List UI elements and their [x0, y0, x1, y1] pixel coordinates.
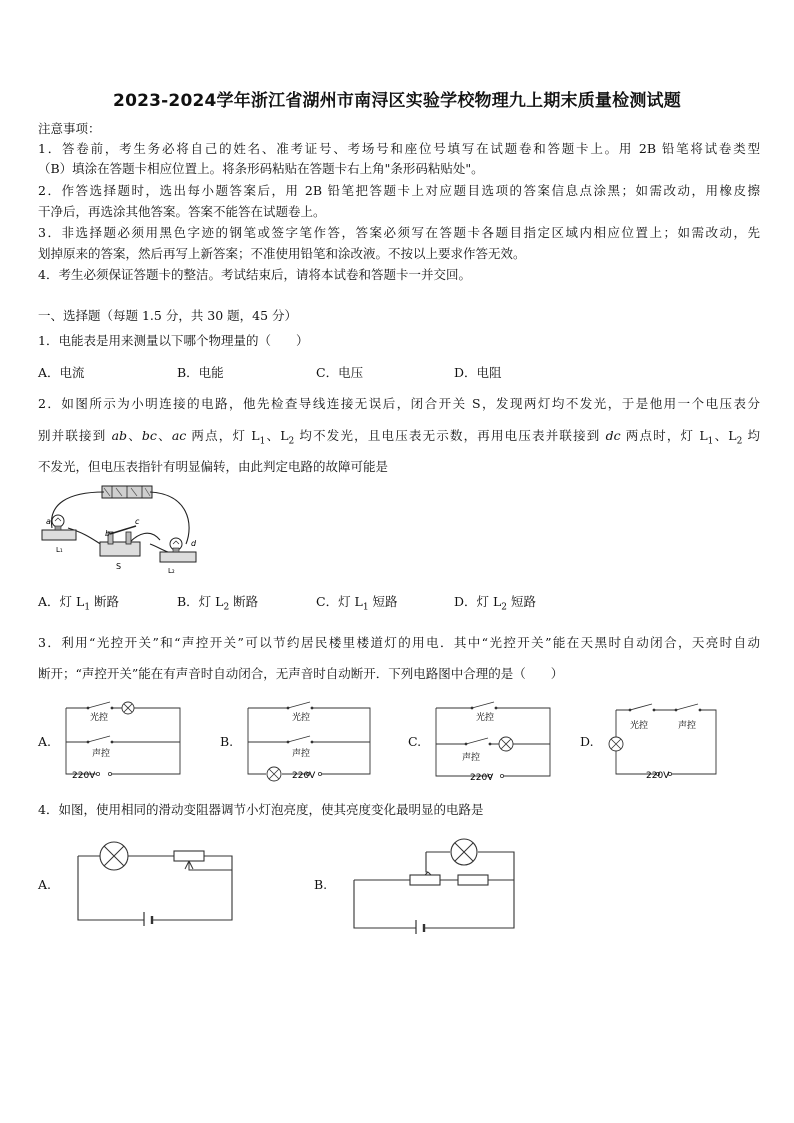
q1-option-d: D．电阻 — [454, 365, 502, 380]
notice-item-3-line-1: 3．非选择题必须用黑色字迹的钢笔或签字笔作答，答案必须写在答题卡各题目指定区域内相应位置上；如需改动，先 — [38, 225, 760, 240]
battery-pack-icon — [102, 486, 152, 498]
section-heading: 一、选择题（每题 1.5 分，共 30 题，45 分） — [38, 308, 298, 323]
q4-b-lamp-icon — [451, 839, 477, 865]
q3-option-b-circuit — [244, 700, 374, 784]
q3-a-voltage-label: 220V — [72, 771, 96, 781]
q3-c-voltage-label: 220V — [470, 773, 494, 783]
page-title: 2023-2024学年浙江省湖州市南浔区实验学校物理九上期末质量检测试题 — [113, 91, 681, 111]
q3-b-light-label: 光控 — [292, 713, 311, 723]
notice-item-1-line-1: 1．答卷前，考生务必将自己的姓名、准考证号、考场号和座位号填写在试题卷和答题卡上。用 2B 铅笔将试卷类型 — [38, 141, 760, 156]
q2-stem-line-1: 2．如图所示为小明连接的电路，他先检查导线连接无误后，闭合开关 S，发现两灯均不发光，于是他用一个电压表分 — [38, 396, 760, 411]
q3-option-c-circuit — [432, 700, 554, 786]
q4-option-b-letter: B. — [314, 877, 328, 892]
q3-a-lamp-icon — [122, 702, 134, 714]
point-b-label: b — [105, 529, 111, 538]
q2-option-a: A．灯 $L_1$ 断路 — [38, 594, 120, 613]
q2-option-d: D．灯 $L_2$ 短路 — [454, 594, 537, 613]
q3-c-sound-label: 声控 — [462, 753, 481, 763]
notice-item-1-line-2: （B）填涂在答题卡相应位置上。将条形码粘贴在答题卡右上角"条形码粘贴处"。 — [38, 161, 484, 176]
notice-item-3-line-2: 划掉原来的答案，然后再写上新答案；不准使用铅笔和涂改液。不按以上要求作答无效。 — [38, 246, 526, 261]
q1-option-a: A．电流 — [38, 365, 85, 380]
q1-option-c: C．电压 — [316, 365, 364, 380]
q4-a-lamp-icon — [100, 842, 128, 870]
q4-option-b-circuit — [346, 838, 522, 934]
q3-option-b-letter: B. — [220, 734, 234, 749]
q2-circuit-figure — [38, 484, 208, 576]
q4-a-battery-icon — [144, 912, 152, 926]
q1-stem: 1．电能表是用来测量以下哪个物理量的（ ） — [38, 333, 309, 348]
q3-c-lamp-icon — [499, 737, 513, 751]
notice-item-4: 4．考生必须保证答题卡的整洁。考试结束后，请将本试卷和答题卡一并交回。 — [38, 267, 471, 282]
q2-option-b: B．灯 $L_2$ 断路 — [177, 594, 259, 613]
l2-label: L₂ — [168, 567, 175, 575]
s-label: S — [116, 562, 122, 571]
q3-option-c-letter: C. — [408, 734, 422, 749]
point-a-label: a — [46, 517, 51, 526]
q3-d-voltage-label: 220V — [646, 771, 670, 781]
q3-b-sound-label: 声控 — [292, 749, 311, 759]
q4-stem: 4．如图，使用相同的滑动变阻器调节小灯泡亮度，使其亮度变化最明显的电路是 — [38, 802, 484, 817]
notice-item-2-line-1: 2．作答选择题时，选出每小题答案后，用 2B 铅笔把答题卡上对应题目选项的答案信息点涂黑；如需改动，用橡皮擦 — [38, 183, 760, 198]
point-c-label: c — [135, 517, 140, 526]
q2-option-c: C．灯 $L_1$ 短路 — [316, 594, 398, 613]
q4-option-a-circuit — [70, 840, 242, 926]
q3-b-lamp-icon — [267, 767, 281, 781]
q4-option-a-letter: A. — [38, 877, 52, 892]
q1-option-b: B．电能 — [177, 365, 224, 380]
notice-item-2-line-2: 干净后，再选涂其他答案。答案不能答在试题卷上。 — [38, 204, 326, 219]
q2-stem-line-2: 别并联接到 ab、bc、ac 两点，灯 $L_1$、$L_2$ 均不发光，且电压表无示数，再用电压表并联接到 dc 两点时，灯 $L_1$、$L_2$ 均 — [38, 428, 760, 447]
point-d-label: d — [191, 539, 197, 548]
l1-label: L₁ — [56, 546, 63, 554]
q2-stem-line-3: 不发光，但电压表指针有明显偏转，由此判定电路的故障可能是 — [38, 459, 389, 474]
q3-option-a-circuit — [62, 700, 184, 782]
notice-heading: 注意事项： — [38, 121, 101, 136]
q3-option-d-circuit — [604, 702, 722, 782]
q3-a-sound-label: 声控 — [92, 749, 111, 759]
q3-c-light-label: 光控 — [476, 713, 495, 723]
q4-b-battery-icon — [416, 920, 424, 934]
q3-stem-line-1: 3．利用“光控开关”和“声控开关”可以节约居民楼里楼道灯的用电．其中“光控开关”能在天黑时自动闭合，天亮时自动 — [38, 635, 760, 650]
q3-d-lamp-icon — [609, 737, 623, 751]
q4-b-rheostat-icon — [410, 872, 440, 885]
q3-b-voltage-label: 220V — [292, 771, 316, 781]
q3-a-light-label: 光控 — [90, 713, 109, 723]
q4-a-rheostat-icon — [174, 851, 232, 870]
q4-b-resistor-icon — [458, 875, 488, 885]
q3-d-light-label: 光控 — [630, 721, 649, 731]
q3-option-d-letter: D. — [580, 734, 594, 749]
q3-stem-line-2: 断开；“声控开关”能在有声音时自动闭合，无声音时自动断开．下列电路图中合理的是（ ） — [38, 666, 564, 681]
q3-option-a-letter: A. — [38, 734, 52, 749]
q3-d-sound-label: 声控 — [678, 721, 697, 731]
